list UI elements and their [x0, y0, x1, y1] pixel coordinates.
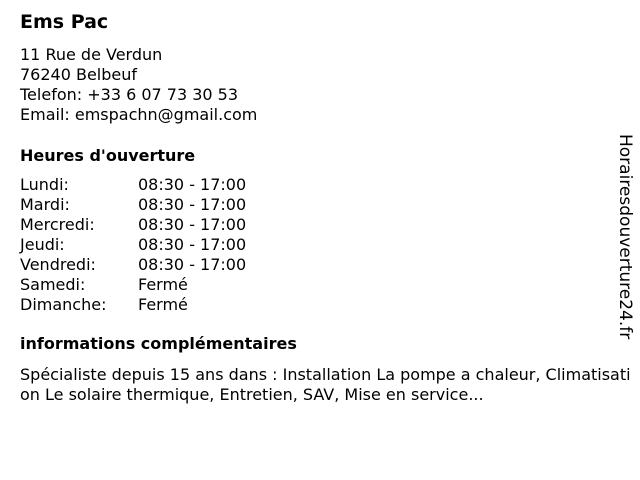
hours-row: [20, 275, 632, 295]
day-hours: Fermé: [138, 275, 188, 294]
address-city: 76240 Belbeuf: [20, 65, 138, 84]
phone-number: Telefon: +33 6 07 73 30 53: [20, 85, 239, 104]
opening-hours-table: [20, 175, 632, 315]
day-label: Dimanche:: [20, 295, 107, 314]
day-hours: 08:30 - 17:00: [138, 175, 247, 194]
day-hours: 08:30 - 17:00: [138, 255, 247, 274]
day-label: Vendredi:: [20, 255, 96, 274]
hours-row: [20, 295, 632, 315]
hours-row: [20, 175, 632, 195]
day-label: Mercredi:: [20, 215, 95, 234]
day-label: Jeudi:: [20, 235, 65, 254]
hours-row: [20, 235, 632, 255]
opening-hours-heading: Heures d'ouverture: [20, 146, 196, 165]
day-label: Lundi:: [20, 175, 69, 194]
day-hours: 08:30 - 17:00: [138, 235, 247, 254]
hours-row: [20, 195, 632, 215]
day-hours: 08:30 - 17:00: [138, 195, 247, 214]
hours-row: [20, 215, 632, 235]
additional-info-text: Spécialiste depuis 15 ans dans : Installation La pompe a chaleur, Climatisation Le solaire thermique, Entretien, SAV, Mise en service...: [20, 365, 631, 404]
email-address: Email: emspachn@gmail.com: [20, 105, 258, 124]
site-watermark: Horairesdouverture24.fr: [615, 134, 635, 340]
day-hours: 08:30 - 17:00: [138, 215, 247, 234]
address-street: 11 Rue de Verdun: [20, 45, 163, 64]
day-label: Samedi:: [20, 275, 86, 294]
day-hours: Fermé: [138, 295, 188, 314]
business-name: Ems Pac: [20, 11, 109, 33]
business-card: [20, 8, 632, 405]
day-label: Mardi:: [20, 195, 70, 214]
additional-info-heading: informations complémentaires: [20, 334, 297, 353]
hours-row: [20, 255, 632, 275]
